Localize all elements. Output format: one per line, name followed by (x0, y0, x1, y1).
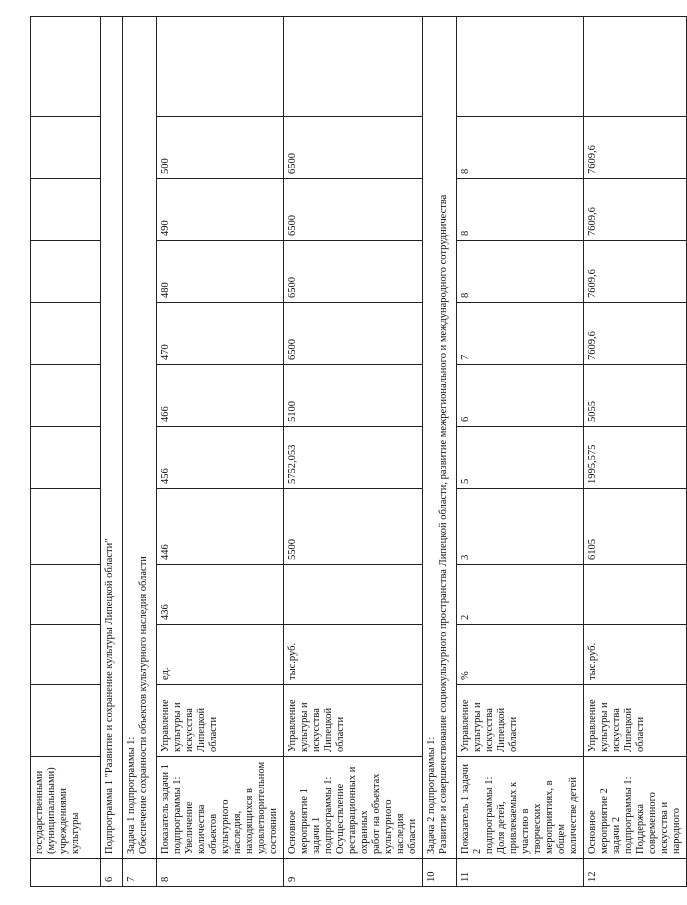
row-unit-cell (31, 625, 101, 685)
value-cell: 436 (157, 565, 284, 625)
value-cell: 6500 (284, 117, 423, 179)
value-cell (31, 303, 101, 365)
value-cell: 6500 (284, 303, 423, 365)
row-name-cell: Основное мероприятие 1 задачи 1 подпрограммы 1: Осуществление реставрационных и охранных работ на объектах культурного наследия области (284, 757, 423, 859)
value-cell: 466 (157, 365, 284, 427)
value-cell: 3 (457, 489, 584, 565)
value-cell: 5100 (284, 365, 423, 427)
value-cell: 480 (157, 241, 284, 303)
row-org-cell: Управление культуры и искусства Липецкой области (457, 685, 584, 757)
row-unit-cell: % (457, 625, 584, 685)
value-cell: 7609,6 (584, 117, 687, 179)
row-unit-cell: тыс.руб. (284, 625, 423, 685)
task-title-cell: Задача 2 подпрограммы 1: Развитие и совершенствование социокультурного пространства Липецкой области, развитие межрегионального и международного сотрудничества (423, 17, 457, 859)
row-name-cell: государственными (муниципальными) учреждениями культуры (31, 757, 101, 859)
value-cell: 5500 (284, 489, 423, 565)
row-number-cell: 6 (101, 859, 123, 887)
row-unit-cell: тыс.руб. (584, 625, 687, 685)
row-org-cell: Управление культуры и искусства Липецкой области (284, 685, 423, 757)
table-row (423, 17, 457, 887)
row-name-cell: Показатель 1 задачи 2 подпрограммы 1: Доля детей, привлекаемых к участию в творческих мероприятиях, в общем количестве детей (457, 757, 584, 859)
value-cell: 6 (457, 365, 584, 427)
task-title-cell: Задача 1 подпрограммы 1: Обеспечение сохранности объектов культурного наследия области (123, 17, 157, 859)
value-cell: 446 (157, 489, 284, 565)
value-cell (31, 365, 101, 427)
table-row (101, 17, 123, 887)
row-org-cell (31, 685, 101, 757)
value-cell (31, 179, 101, 241)
value-cell: 7609,6 (584, 303, 687, 365)
table-row (123, 17, 157, 887)
value-cell: 8 (457, 241, 584, 303)
value-cell (31, 17, 101, 117)
table-row (31, 17, 101, 887)
value-cell: 456 (157, 427, 284, 489)
rotated-table-container (30, 17, 682, 887)
value-cell: 5 (457, 427, 584, 489)
value-cell: 470 (157, 303, 284, 365)
value-cell (31, 565, 101, 625)
row-number-cell: 7 (123, 859, 157, 887)
row-unit-cell: ед. (157, 625, 284, 685)
value-cell: 7609,6 (584, 241, 687, 303)
row-org-cell: Управление культуры и искусства Липецкой области (584, 685, 687, 757)
row-org-cell: Управление культуры и искусства Липецкой области (157, 685, 284, 757)
row-number-cell: 10 (423, 859, 457, 887)
value-cell: 7609,6 (584, 179, 687, 241)
table-row (584, 17, 687, 887)
subprogram-title-cell: Подпрограмма 1 "Развитие и сохранение культуры Липецкой области" (101, 17, 123, 859)
table-row (457, 17, 584, 887)
value-cell (31, 489, 101, 565)
value-cell: 8 (457, 179, 584, 241)
value-cell: 8 (457, 117, 584, 179)
value-cell (31, 241, 101, 303)
value-cell (157, 17, 284, 117)
row-name-cell: Основное мероприятие 2 задачи 2 подпрограммы 1: Поддержка современного искусства и народного (584, 757, 687, 859)
value-cell: 6500 (284, 179, 423, 241)
value-cell: 6500 (284, 241, 423, 303)
value-cell: 5055 (584, 365, 687, 427)
value-cell: 1995,575 (584, 427, 687, 489)
value-cell (584, 17, 687, 117)
value-cell (284, 17, 423, 117)
value-cell: 490 (157, 179, 284, 241)
value-cell (31, 117, 101, 179)
row-number-cell: 12 (584, 859, 687, 887)
row-number-cell (31, 859, 101, 887)
table-row (157, 17, 284, 887)
value-cell (284, 565, 423, 625)
indicators-table (30, 16, 687, 887)
value-cell (31, 427, 101, 489)
value-cell (584, 565, 687, 625)
value-cell: 2 (457, 565, 584, 625)
row-number-cell: 9 (284, 859, 423, 887)
row-number-cell: 8 (157, 859, 284, 887)
value-cell: 7 (457, 303, 584, 365)
value-cell (457, 17, 584, 117)
row-name-cell: Показатель задачи 1 подпрограммы 1: Увеличение количества объектов культурного наследия, находящихся в удовлетворительном состоянии (157, 757, 284, 859)
row-number-cell: 11 (457, 859, 584, 887)
value-cell: 500 (157, 117, 284, 179)
value-cell: 5752,053 (284, 427, 423, 489)
value-cell: 6105 (584, 489, 687, 565)
table-row (284, 17, 423, 887)
